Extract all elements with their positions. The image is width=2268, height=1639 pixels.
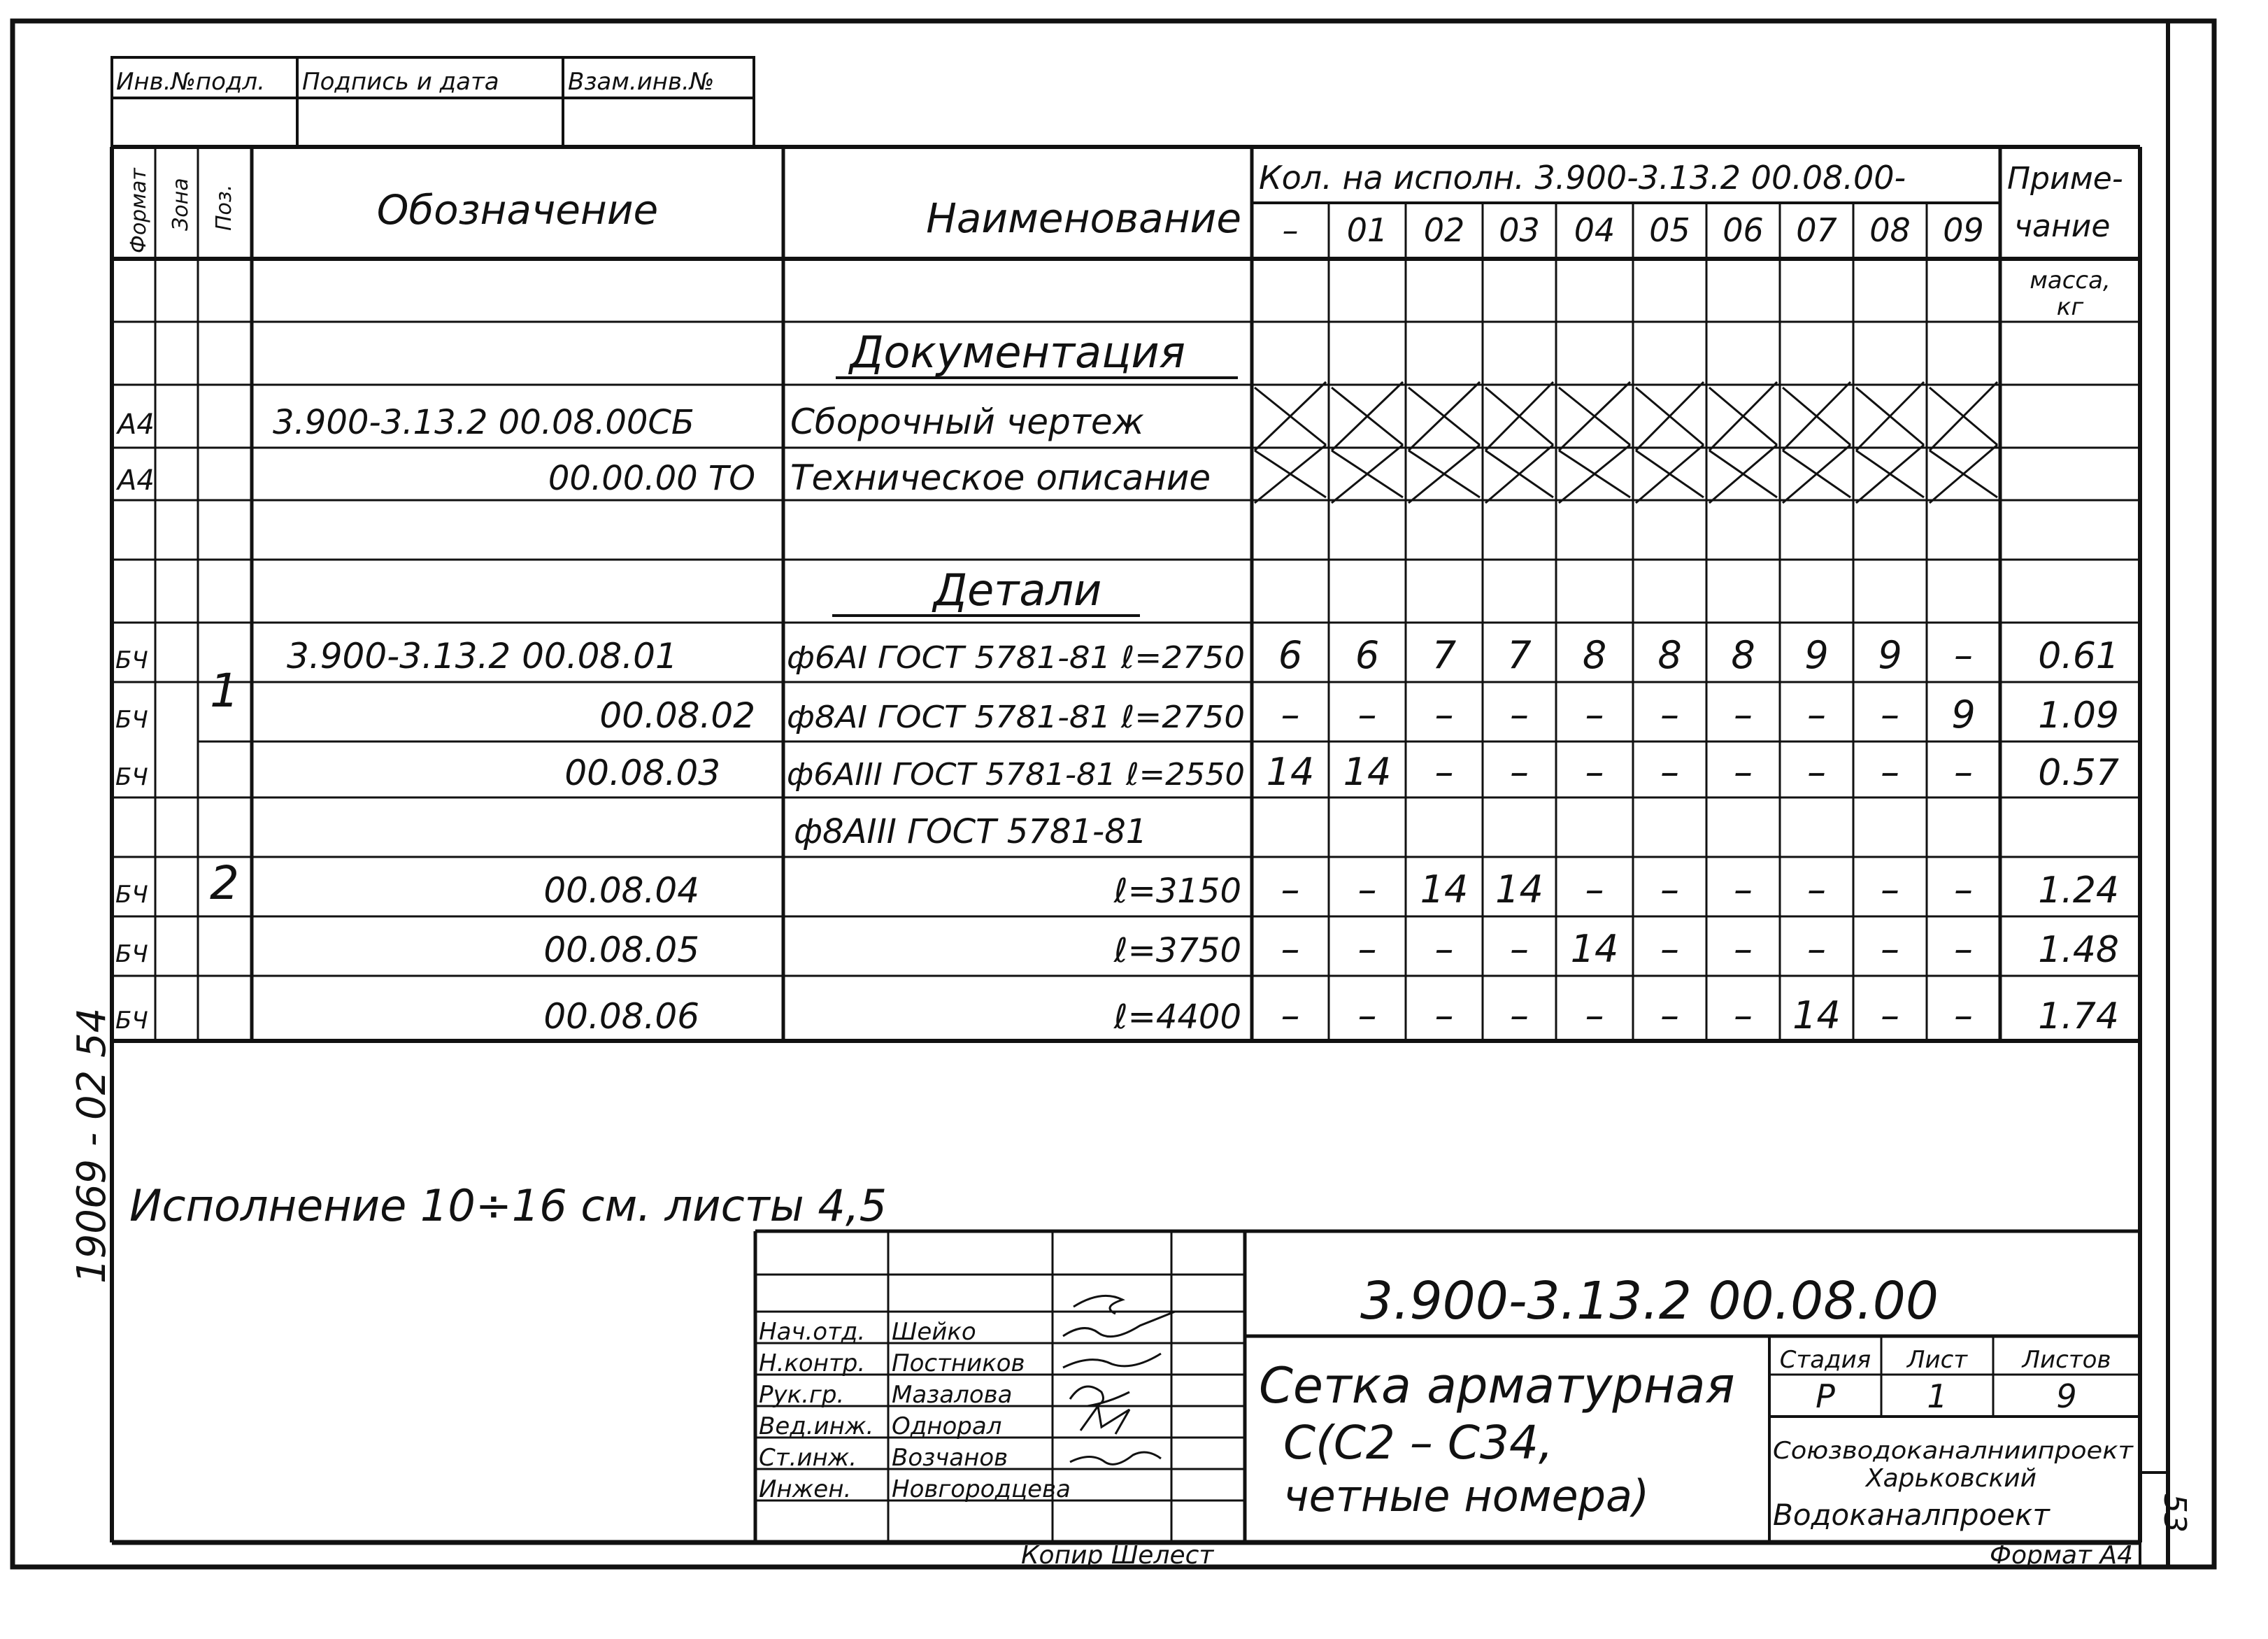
qty-cell: –	[1281, 993, 1300, 1037]
header-note-1: Приме-	[2007, 161, 2123, 197]
signer-role: Н.контр.	[759, 1349, 866, 1377]
execution-note: Исполнение 10÷16 см. листы 4,5	[129, 1180, 887, 1231]
qty-cell: –	[1585, 750, 1604, 794]
variant-header: 04	[1574, 211, 1616, 249]
signer-name: Мазалова	[892, 1381, 1013, 1409]
signer-role: Нач.отд.	[759, 1318, 866, 1346]
cross-line	[1559, 382, 1630, 450]
header-note-2: чание	[2014, 208, 2111, 244]
qty-cell: –	[1357, 693, 1377, 737]
qty-cell: 14	[1570, 927, 1619, 971]
sheets-label: Листов	[2022, 1346, 2111, 1374]
qty-cell: –	[1357, 927, 1377, 971]
header-mass-unit: кг	[2056, 293, 2084, 321]
position-label: 1	[210, 664, 239, 718]
variant-header: 02	[1423, 211, 1465, 249]
header-name: Наименование	[926, 194, 1241, 242]
qty-cell: –	[1357, 993, 1377, 1037]
header-pos: Поз.	[212, 184, 236, 231]
qty-cell: –	[1807, 927, 1826, 971]
header-mass: масса,	[2030, 267, 2111, 295]
stamp-sign-label: Подпись и дата	[302, 68, 499, 96]
cross-line	[1408, 382, 1480, 450]
format-label: Формат А4	[1989, 1541, 2133, 1570]
page-number: 53	[2157, 1493, 2192, 1533]
cross-line	[1709, 382, 1777, 450]
part-row-mass: 0.61	[2038, 635, 2119, 677]
part-row-format: БЧ	[115, 881, 148, 909]
qty-cell: –	[1660, 693, 1679, 737]
doc-row-designation: 3.900-3.13.2 00.08.00СБ	[273, 403, 694, 442]
qty-cell: 6	[1278, 633, 1303, 677]
qty-cell: –	[1660, 750, 1679, 794]
part-row-mass: 0.57	[2038, 752, 2119, 794]
header-qty-group: Кол. на исполн. 3.900-3.13.2 00.08.00-	[1259, 159, 1906, 197]
qty-cell: –	[1807, 867, 1826, 911]
qty-cell: –	[1807, 693, 1826, 737]
signature-marks	[1063, 1296, 1175, 1464]
qty-cell: 14	[1420, 867, 1469, 911]
signer-role: Инжен.	[759, 1475, 852, 1503]
qty-cell: –	[1510, 750, 1529, 794]
qty-cell: –	[1734, 750, 1753, 794]
part-row-mass: 1.24	[2038, 870, 2119, 911]
qty-cell: 14	[1495, 867, 1543, 911]
variant-header: –	[1282, 211, 1299, 249]
variant-header: 05	[1649, 211, 1690, 249]
section-parts: Детали	[933, 565, 1102, 616]
qty-cell: 6	[1355, 633, 1380, 677]
copy-label: Копир Шелест	[1021, 1541, 1214, 1570]
qty-cell: –	[1734, 867, 1753, 911]
cross-line	[1636, 382, 1704, 450]
section-documentation: Документация	[850, 327, 1185, 378]
qty-cell: 14	[1343, 750, 1392, 794]
qty-cell: –	[1510, 927, 1529, 971]
doc-row	[115, 402, 1144, 442]
org-line-3: Водоканалпроект	[1773, 1498, 2050, 1532]
qty-cell: 7	[1507, 633, 1532, 677]
part-row-name: ℓ=4400	[1113, 998, 1241, 1037]
stage-label: Стадия	[1779, 1346, 1871, 1374]
qty-cell: –	[1881, 750, 1899, 794]
qty-cell: –	[1881, 867, 1899, 911]
qty-cell: –	[1357, 867, 1377, 911]
part-row-designation: 3.900-3.13.2 00.08.01	[287, 636, 678, 676]
variant-header: 07	[1796, 211, 1837, 249]
cross-line	[1709, 445, 1777, 503]
qty-cell: –	[1734, 993, 1753, 1037]
part-row-designation: 00.08.04	[543, 870, 699, 911]
part-row-format: БЧ	[115, 940, 148, 968]
qty-cell: –	[1510, 693, 1529, 737]
header-format: Формат	[127, 168, 151, 253]
position-label: 2	[210, 856, 239, 910]
part-row-format: БЧ	[115, 706, 148, 734]
sheet-value: 1	[1927, 1377, 1948, 1415]
qty-cell: –	[1660, 993, 1679, 1037]
cross-line	[1783, 445, 1850, 503]
sheet-label: Лист	[1906, 1346, 1968, 1374]
signer-role: Рук.гр.	[759, 1381, 845, 1409]
qty-cell: –	[1954, 867, 1973, 911]
part-row-mass: 1.74	[2038, 995, 2119, 1037]
doc-row-format: А4	[117, 464, 155, 497]
title-line-1: Сетка арматурная	[1259, 1357, 1735, 1414]
title-doc-number: 3.900-3.13.2 00.08.00	[1360, 1271, 1939, 1331]
qty-cell: –	[1660, 867, 1679, 911]
qty-cell: –	[1585, 993, 1604, 1037]
qty-cell: 8	[1657, 633, 1682, 677]
cross-line	[1408, 445, 1480, 503]
qty-cell: –	[1434, 927, 1454, 971]
qty-cell: –	[1954, 927, 1973, 971]
stamp-replace-label: Взам.инв.№	[568, 68, 715, 96]
part-row-designation: 00.08.02	[599, 695, 755, 736]
qty-cell: –	[1881, 927, 1899, 971]
doc-row	[115, 457, 1211, 498]
qty-cell: –	[1954, 633, 1973, 677]
qty-cell: 7	[1432, 633, 1457, 677]
part-row-name: ф6АIII ГОСТ 5781-81 ℓ=2550	[787, 757, 1245, 793]
cross-line	[1559, 445, 1630, 503]
cross-line	[1636, 445, 1704, 503]
part-subhead: ф8АIII ГОСТ 5781-81	[794, 812, 1148, 851]
stage-value: Р	[1816, 1377, 1835, 1415]
qty-cell: –	[1434, 750, 1454, 794]
qty-cell: –	[1734, 693, 1753, 737]
top-stamp	[112, 57, 754, 147]
qty-cell: –	[1281, 927, 1300, 971]
qty-cell: 14	[1266, 750, 1315, 794]
part-row-designation: 00.08.06	[543, 996, 699, 1037]
qty-cell: 8	[1731, 633, 1755, 677]
org-line-1: Союзводоканалниипроект	[1773, 1437, 2134, 1465]
signer-name: Постников	[892, 1349, 1025, 1377]
sheets-value: 9	[2056, 1377, 2077, 1415]
title-line-3: четные номера)	[1283, 1470, 1650, 1521]
qty-cell: –	[1881, 693, 1899, 737]
part-row-format: БЧ	[115, 1007, 148, 1035]
qty-cell: –	[1807, 750, 1826, 794]
side-archive-number: 19069 - 02 54	[69, 1007, 115, 1284]
header-designation: Обозначение	[376, 186, 659, 234]
qty-cell: –	[1585, 693, 1604, 737]
part-row-name: ℓ=3750	[1113, 931, 1241, 970]
signer-rows	[759, 1318, 1071, 1503]
qty-cell: –	[1954, 750, 1973, 794]
cross-line	[1255, 445, 1326, 503]
qty-cell: 14	[1792, 993, 1841, 1037]
doc-row-name: Сборочный чертеж	[790, 402, 1144, 442]
variant-header: 08	[1869, 211, 1911, 249]
cross-line	[1255, 382, 1326, 450]
header-zone: Зона	[169, 178, 193, 231]
part-row-mass: 1.48	[2038, 929, 2119, 971]
qty-cell: –	[1434, 693, 1454, 737]
qty-cell: –	[1660, 927, 1679, 971]
qty-cell: 8	[1582, 633, 1607, 677]
qty-cell: –	[1954, 993, 1973, 1037]
cross-line	[1856, 445, 1924, 503]
qty-cell: 9	[1951, 693, 1976, 737]
org-line-2: Харьковский	[1865, 1464, 2037, 1493]
cross-line	[1856, 382, 1924, 450]
signer-name: Возчанов	[892, 1444, 1008, 1472]
variant-header: 06	[1723, 211, 1764, 249]
qty-cell: –	[1281, 867, 1300, 911]
variant-header: 09	[1943, 211, 1984, 249]
cross-line	[1783, 382, 1850, 450]
doc-row-format: А4	[117, 409, 155, 441]
part-row-designation: 00.08.05	[543, 930, 699, 970]
cross-line	[1485, 382, 1553, 450]
part-row-format: БЧ	[115, 763, 148, 791]
part-row-name: ф6АI ГОСТ 5781-81 ℓ=2750	[787, 640, 1245, 676]
qty-cell: –	[1734, 927, 1753, 971]
qty-cell: –	[1434, 993, 1454, 1037]
qty-cell: –	[1585, 867, 1604, 911]
stamp-inv-label: Инв.№подл.	[116, 68, 265, 96]
cross-line	[1930, 445, 1997, 503]
cross-line	[1485, 445, 1553, 503]
signer-name: Шейко	[892, 1318, 976, 1346]
part-row-mass: 1.09	[2038, 695, 2119, 737]
signer-role: Вед.инж.	[759, 1412, 874, 1440]
cross-line	[1332, 445, 1403, 503]
title-line-2: С(С2 – С34,	[1283, 1416, 1553, 1470]
qty-cell: –	[1510, 993, 1529, 1037]
variant-header: 03	[1499, 211, 1540, 249]
cross-line	[1930, 382, 1997, 450]
qty-cell: 9	[1878, 633, 1902, 677]
variant-header: 01	[1346, 211, 1388, 249]
part-row-designation: 00.08.03	[564, 753, 720, 793]
doc-row-designation: 00.00.00 ТО	[548, 459, 755, 498]
doc-row-name: Техническое описание	[790, 457, 1211, 498]
signer-name: Однорал	[892, 1412, 1002, 1440]
signer-name: Новгородцева	[892, 1475, 1071, 1503]
part-row-format: БЧ	[115, 646, 148, 674]
part-row-name: ф8АI ГОСТ 5781-81 ℓ=2750	[787, 700, 1245, 735]
qty-cell: 9	[1804, 633, 1829, 677]
part-row-name: ℓ=3150	[1113, 872, 1241, 911]
signer-role: Ст.инж.	[759, 1444, 857, 1472]
doc-qty-crosses	[1255, 382, 1997, 503]
qty-cell: –	[1281, 693, 1300, 737]
cross-line	[1332, 382, 1403, 450]
qty-cell: –	[1881, 993, 1899, 1037]
